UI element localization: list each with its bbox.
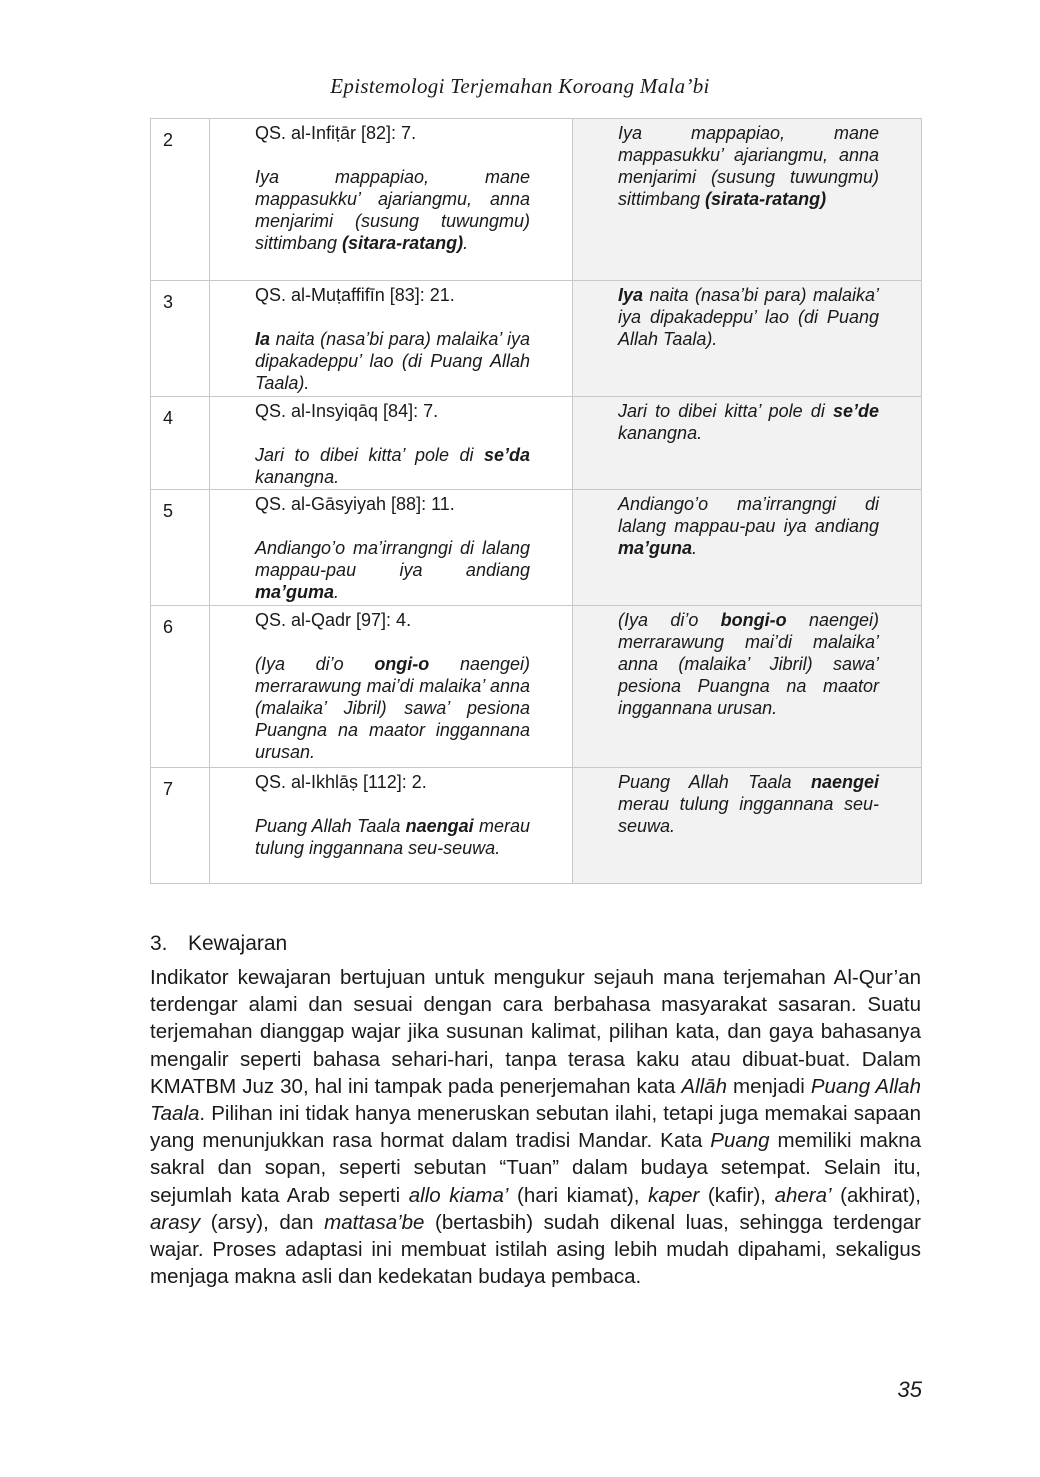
running-head: Epistemologi Terjemahan Koroang Mala’bi [330, 74, 710, 98]
target-cell [573, 281, 922, 397]
table-row [151, 397, 922, 490]
section-heading [150, 932, 287, 956]
source-cell [210, 281, 573, 397]
target-verse: Andiango’o ma’irrangngi di lalang mappau-pau iya andiang ma’guna. [618, 494, 879, 558]
table-row [151, 281, 922, 397]
table-row [151, 768, 922, 884]
verse-reference: QS. al-Insyiqāq [84]: 7. [255, 401, 439, 421]
source-verse: Ia naita (nasa’bi para) malaika’ iya dipakadeppu’ lao (di Puang Allah Taala). [255, 329, 530, 393]
source-verse: (Iya di’o ongi-o naengei) merrarawung mai’di malaika’ anna (malaika’ Jibril) sawa’ pesiona Puangna na maator inggannana urusan. [255, 654, 530, 762]
verse-reference: QS. al-Gāsyiyah [88]: 11. [255, 494, 455, 514]
source-cell [210, 606, 573, 768]
row-number: 2 [151, 119, 210, 281]
page-number: 35 [897, 1377, 922, 1402]
target-verse: Puang Allah Taala naengei merau tulung inggannana seu-seuwa. [618, 772, 879, 836]
target-verse: Iya naita (nasa’bi para) malaika’ iya dipakadeppu’ lao (di Puang Allah Taala). [618, 285, 879, 349]
row-number: 4 [151, 397, 210, 490]
target-cell [573, 768, 922, 884]
source-verse: Jari to dibei kitta’ pole di se’da kanangna. [255, 445, 530, 487]
source-cell [210, 490, 573, 606]
section-number: 3. [150, 932, 168, 955]
row-number: 3 [151, 281, 210, 397]
target-verse: Jari to dibei kitta’ pole di se’de kanangna. [618, 401, 879, 443]
source-cell [210, 397, 573, 490]
source-verse: Iya mappapiao, mane mappasukku’ ajariangmu, anna menjarimi (susung tuwungmu) sittimbang (sitara-ratang). [255, 167, 530, 253]
target-verse: (Iya di’o bongi-o naengei) merrarawung mai’di malaika’ anna (malaika’ Jibril) sawa’ pesiona Puangna na maator inggannana urusan. [618, 610, 880, 718]
source-verse: Puang Allah Taala naengai merau tulung inggannana seu-seuwa. [255, 816, 530, 858]
section-title: Kewajaran [188, 932, 288, 955]
table-row [151, 490, 922, 606]
table-row [151, 606, 922, 768]
verse-reference: QS. al-Infiṭār [82]: 7. [255, 123, 417, 143]
verse-reference: QS. al-Ikhlāṣ [112]: 2. [255, 772, 427, 792]
table-row [151, 119, 922, 281]
row-number: 6 [151, 606, 210, 768]
verse-reference: QS. al-Qadr [97]: 4. [255, 610, 412, 630]
target-cell [573, 490, 922, 606]
target-cell [573, 606, 922, 768]
row-number: 5 [151, 490, 210, 606]
source-cell [210, 768, 573, 884]
source-verse: Andiango’o ma’irrangngi di lalang mappau-pau iya andiang ma’guma. [255, 538, 530, 602]
verse-comparison-table [150, 118, 922, 884]
source-cell [210, 119, 573, 281]
body-paragraph: Indikator kewajaran bertujuan untuk mengukur sejauh mana terjemahan Al-Qur’an terdengar alami dan sesuai dengan cara berbahasa masyarakat sasaran. Suatu terjemahan dianggap wajar jika susunan kalimat, pilihan kata, dan gaya bahasanya mengalir seperti bahasa sehari-hari, tanpa terasa kaku atau dibuat-buat. Dalam KMATBM Juz 30, hal ini tampak pada penerjemahan kata Allāh menjadi Puang Allah Taala. Pilihan ini tidak hanya meneruskan sebutan ilahi, tetapi juga memakai sapaan yang menunjukkan rasa hormat dalam tradisi Mandar. Kata Puang memiliki makna sakral dan sopan, seperti sebutan “Tuan” dalam budaya setempat. Selain itu, sejumlah kata Arab seperti allo kiama’ (hari kiamat), kaper (kafir), ahera’ (akhirat), arasy (arsy), dan mattasa’be (bertasbih) sudah dikenal luas, sehingga terdengar wajar. Proses adaptasi ini membuat istilah asing lebih mudah dipahami, sekaligus menjaga makna asli dan kedekatan budaya pembaca. [150, 966, 922, 1289]
target-cell [573, 397, 922, 490]
target-cell [573, 119, 922, 281]
row-number: 7 [151, 768, 210, 884]
target-verse: Iya mappapiao, mane mappasukku’ ajariangmu, anna menjarimi (susung tuwungmu) sittimbang (sirata-ratang) [618, 123, 879, 209]
verse-reference: QS. al-Muṭaffifīn [83]: 21. [255, 285, 455, 305]
